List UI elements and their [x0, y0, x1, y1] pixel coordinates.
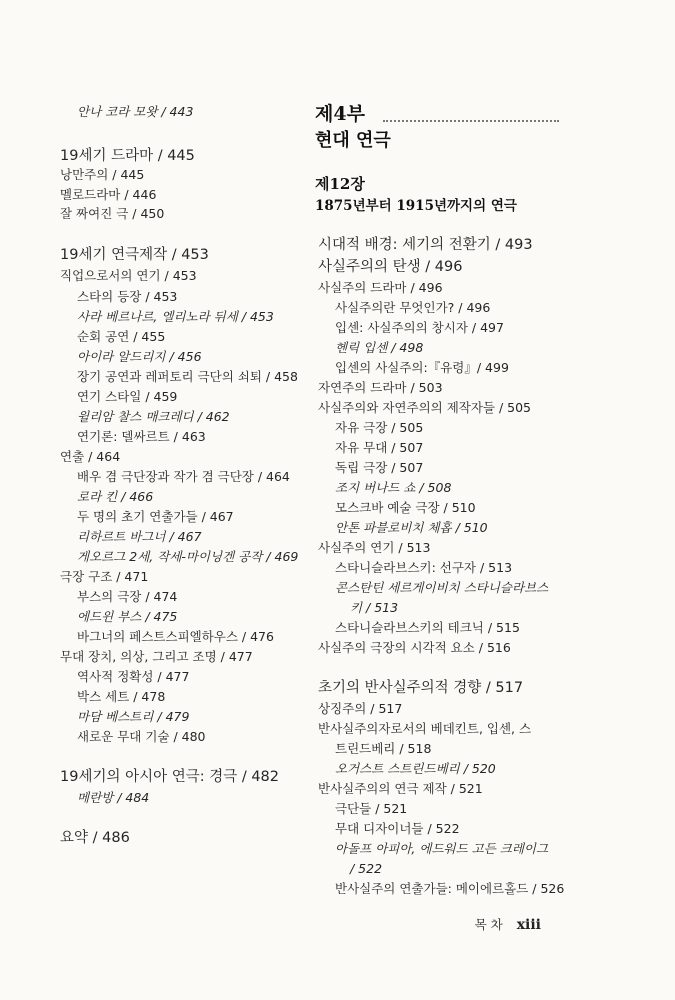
toc-right-entry: 키 / 513: [350, 600, 399, 615]
toc-right-entry: 사실주의와 자연주의의 제작자들 / 505: [318, 400, 532, 415]
toc-right-entry: 반사실주의의 연극 제작 / 521: [318, 781, 483, 796]
toc-right-entry: 자유 극장 / 505: [335, 420, 424, 435]
toc-right-entry: 무대 디자이너들 / 522: [335, 821, 460, 836]
toc-right-entry: 독립 극장 / 507: [335, 460, 424, 475]
toc-left-entry: 에드윈 부스 / 475: [77, 609, 178, 624]
toc-right-entry: 트린드베리 / 518: [335, 741, 432, 756]
toc-right-entry: 반사실주의자로서의 베데킨트, 입센, 스: [318, 721, 532, 736]
toc-left-entry: 극장 구조 / 471: [60, 569, 149, 584]
toc-left-entry: 안나 코라 모왓 / 443: [77, 104, 194, 119]
toc-left-entry: 리하르트 바그너 / 467: [77, 529, 202, 544]
toc-left-entry: 새로운 무대 기술 / 480: [77, 729, 206, 744]
part-title: 현대 연극: [315, 130, 391, 151]
toc-left-entry: 로라 킨 / 466: [77, 489, 154, 504]
toc-left-entry: 멜로드라마 / 446: [60, 187, 157, 202]
toc-right-entry: 콘스탄틴 세르게이비치 스타니슬라브스: [335, 580, 549, 595]
toc-left-entry: 박스 세트 / 478: [77, 689, 166, 704]
toc-right-entry: 오거스트 스트린드베리 / 520: [335, 761, 496, 776]
page-number: xiii: [516, 917, 541, 933]
toc-right-entry: 자연주의 드라마 / 503: [318, 380, 443, 395]
toc-right-entry: 사실주의의 탄생 / 496: [318, 259, 463, 275]
toc-left-entry: 게오르그 2세, 작세-마이닝겐 공작 / 469: [77, 549, 299, 564]
toc-left-entry: 연기 스타일 / 459: [77, 389, 178, 404]
toc-right-entry: 초기의 반사실주의적 경향 / 517: [318, 680, 524, 696]
toc-left-entry: 두 명의 초기 연출가들 / 467: [77, 509, 234, 524]
toc-left-entry: 연출 / 464: [60, 449, 121, 464]
toc-right-entry: 사실주의 드라마 / 496: [318, 280, 443, 295]
toc-left-entry: 바그너의 페스트스피엘하우스 / 476: [77, 629, 274, 644]
toc-right-entry: 시대적 배경: 세기의 전환기 / 493: [318, 237, 533, 253]
toc-left-entry: 사라 베르나르, 엘리노라 뒤세 / 453: [77, 309, 274, 324]
toc-left-entry: 19세기 드라마 / 445: [60, 148, 195, 164]
toc-right-entry: 사실주의 극장의 시각적 요소 / 516: [318, 640, 511, 655]
toc-left-entry: 무대 장치, 의상, 그리고 조명 / 477: [60, 649, 253, 664]
toc-left-entry: 부스의 극장 / 474: [77, 589, 178, 604]
toc-right-entry: 입센: 사실주의의 창시자 / 497: [335, 320, 504, 335]
toc-right-entry: 사실주의란 무엇인가? / 496: [335, 300, 491, 315]
toc-left-entry: 아이라 알드리지 / 456: [77, 349, 202, 364]
toc-right-entry: / 522: [350, 861, 383, 876]
toc-right-entry: 자유 무대 / 507: [335, 440, 424, 455]
toc-left-entry: 요약 / 486: [60, 830, 130, 846]
toc-left-entry: 19세기의 아시아 연극: 경극 / 482: [60, 769, 280, 785]
toc-right-entry: 아돌프 아피아, 에드워드 고든 크레이그: [335, 841, 549, 856]
chapter-title: 1875년부터 1915년까지의 연극: [315, 198, 517, 214]
toc-right-entry: 스타니슬라브스키의 테크닉 / 515: [335, 620, 520, 635]
chapter-number: 제12장: [315, 175, 365, 193]
toc-left-entry: 순회 공연 / 455: [77, 329, 166, 344]
footer-label: 목 차: [474, 917, 503, 932]
toc-left-entry: 낭만주의 / 445: [60, 167, 145, 182]
toc-left-entry: 장기 공연과 레퍼토리 극단의 쇠퇴 / 458: [77, 369, 298, 384]
toc-right-entry: 사실주의 연기 / 513: [318, 540, 431, 555]
toc-left-entry: 윌리암 찰스 매크레디 / 462: [77, 409, 230, 424]
toc-left-entry: 잘 짜여진 극 / 450: [60, 206, 165, 221]
toc-left-entry: 직업으로서의 연기 / 453: [60, 268, 197, 283]
toc-right-entry: 반사실주의 연출가들: 메이에르홀드 / 526: [335, 881, 565, 896]
toc-left-entry: 메란방 / 484: [77, 790, 150, 805]
toc-right-entry: 모스크바 예술 극장 / 510: [335, 500, 476, 515]
toc-left-entry: 연기론: 델싸르트 / 463: [77, 429, 206, 444]
toc-right-entry: 입센의 사실주의:『유령』/ 499: [335, 360, 509, 375]
toc-right-entry: 스타니슬라브스키: 선구자 / 513: [335, 560, 513, 575]
toc-left-entry: 역사적 정확성 / 477: [77, 669, 190, 684]
toc-left-entry: 배우 겸 극단장과 작가 겸 극단장 / 464: [77, 469, 290, 484]
toc-right-entry: 극단들 / 521: [335, 801, 408, 816]
toc-right-entry: 조지 버나드 쇼 / 508: [335, 480, 452, 495]
toc-right-entry: 헨릭 입센 / 498: [335, 340, 424, 355]
part-divider-rule: [383, 120, 559, 122]
toc-right-entry: 안톤 파블로비치 체홉 / 510: [335, 520, 488, 535]
toc-right-entry: 상징주의 / 517: [318, 701, 403, 716]
toc-left-entry: 스타의 등장 / 453: [77, 289, 178, 304]
part-number: 제4부: [315, 103, 365, 125]
page-footer: [475, 915, 541, 933]
toc-left-entry: 19세기 연극제작 / 453: [60, 247, 209, 263]
toc-left-entry: 마담 베스트리 / 479: [77, 709, 190, 724]
